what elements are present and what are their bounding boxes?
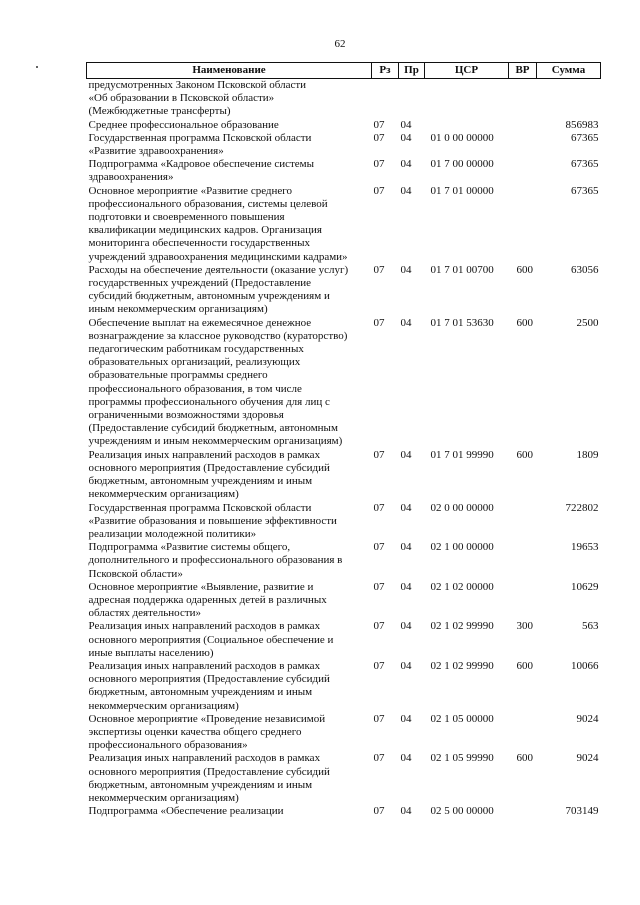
cell-rz: 07 — [373, 620, 385, 633]
cell-name: Реализация иных направлений расходов в рамках основного мероприятия (Социальное обеспечение и иные выплаты населению) — [88, 620, 334, 659]
cell-csr — [425, 119, 509, 132]
cell-name: Государственная программа Псковской области «Развитие здравоохранения» — [88, 131, 312, 158]
cell-sum: 9024 — [576, 712, 599, 725]
cell-rz: 07 — [373, 805, 385, 818]
table-row — [87, 79, 601, 119]
table-row — [87, 158, 601, 184]
header-rz: Рз — [372, 63, 399, 79]
cell-pr: 04 — [400, 118, 412, 131]
table-body — [87, 79, 601, 819]
table-row — [87, 541, 601, 581]
cell-sum: 19653 — [571, 541, 599, 554]
cell-sum: 63056 — [571, 263, 599, 276]
cell-rz: 07 — [373, 501, 385, 514]
cell-sum: 10066 — [571, 659, 599, 672]
cell-pr: 04 — [400, 184, 412, 197]
cell-sum — [537, 79, 601, 119]
cell-csr: 02 1 05 99990 — [430, 752, 494, 765]
header-name: Наименование — [87, 63, 372, 79]
cell-vr — [509, 132, 537, 158]
cell-pr: 04 — [400, 752, 412, 765]
cell-rz: 07 — [373, 158, 385, 171]
cell-sum: 703149 — [565, 805, 599, 818]
cell-vr: 600 — [516, 659, 533, 672]
cell-name: Основное мероприятие «Выявление, развитие и адресная поддержка одаренных детей в различных областях деятельности» — [88, 580, 327, 620]
cell-rz: 07 — [373, 184, 385, 197]
cell-csr: 01 7 00 00000 — [430, 158, 494, 171]
cell-csr: 01 7 01 53630 — [430, 316, 494, 329]
table-row — [87, 752, 601, 805]
table-row — [87, 660, 601, 713]
cell-rz: 07 — [373, 580, 385, 593]
cell-sum: 2500 — [576, 316, 599, 329]
header-sum: Сумма — [537, 63, 601, 79]
cell-sum: 67365 — [571, 131, 599, 144]
budget-table — [86, 62, 601, 818]
cell-rz: 07 — [373, 118, 385, 131]
cell-name: Основное мероприятие «Развитие среднего профессионального образования, системы целевой подготовки и своевременного повышения квалификации медицинских кадров. Организация мониторинга обеспеченности государственных учреждений здравоохранения медицинскими кадрами» — [88, 184, 348, 263]
cell-sum: 9024 — [576, 752, 599, 765]
cell-name: Подпрограмма «Развитие системы общего, дополнительного и профессионального образования в Псковской области» — [88, 541, 343, 580]
cell-name: Реализация иных направлений расходов в рамках основного мероприятия (Предоставление субсидий бюджетным, автономным учреждениям и иным некоммерческим организациям) — [88, 448, 330, 501]
cell-vr: 600 — [516, 448, 533, 461]
cell-csr: 02 1 02 99990 — [430, 659, 494, 672]
table-header-row — [87, 63, 601, 79]
cell-pr: 04 — [400, 501, 412, 514]
cell-rz: 07 — [373, 752, 385, 765]
cell-vr: 600 — [516, 263, 533, 276]
cell-pr — [399, 79, 425, 119]
table-row — [87, 713, 601, 753]
cell-name: предусмотренных Законом Псковской области «Об образовании в Псковской области» (Межбюджетные трансферты) — [88, 79, 307, 118]
cell-sum: 10629 — [571, 580, 599, 593]
cell-name: Расходы на обеспечение деятельности (оказание услуг) государственных учреждений (Предоставление субсидий бюджетным, автономным учреждениям и иным некоммерческим организациям) — [88, 263, 349, 316]
cell-csr — [425, 79, 509, 119]
cell-rz: 07 — [373, 316, 385, 329]
cell-name: Реализация иных направлений расходов в рамках основного мероприятия (Предоставление субсидий бюджетным, автономным учреждениям и иным некоммерческим организациям) — [88, 659, 330, 712]
cell-csr: 02 0 00 00000 — [430, 501, 494, 514]
cell-sum: 856983 — [565, 118, 599, 131]
table-row — [87, 132, 601, 158]
cell-rz: 07 — [373, 131, 385, 144]
table-row — [87, 119, 601, 132]
cell-sum: 722802 — [565, 501, 599, 514]
table-row — [87, 502, 601, 542]
cell-pr: 04 — [400, 263, 412, 276]
cell-vr — [509, 185, 537, 264]
cell-pr: 04 — [400, 805, 412, 818]
cell-name: Реализация иных направлений расходов в рамках основного мероприятия (Предоставление субсидий бюджетным, автономным учреждениям и иным некоммерческим организациям) — [88, 752, 330, 804]
cell-vr: 600 — [516, 752, 533, 765]
cell-rz: 07 — [373, 448, 385, 461]
cell-name: Подпрограмма «Кадровое обеспечение системы здравоохранения» — [88, 158, 315, 184]
cell-csr: 02 1 05 00000 — [430, 712, 494, 725]
cell-csr: 02 5 00 00000 — [430, 805, 494, 818]
cell-csr: 02 1 02 00000 — [430, 580, 494, 593]
table-row — [87, 620, 601, 660]
cell-pr: 04 — [400, 448, 412, 461]
cell-rz: 07 — [373, 712, 385, 725]
table-row — [87, 581, 601, 621]
cell-vr — [509, 713, 537, 753]
cell-rz — [372, 79, 399, 119]
cell-sum: 563 — [582, 620, 599, 633]
cell-vr — [509, 581, 537, 621]
cell-pr: 04 — [400, 620, 412, 633]
cell-vr: 600 — [516, 316, 533, 329]
cell-pr: 04 — [400, 580, 412, 593]
cell-vr — [509, 158, 537, 184]
cell-name: Государственная программа Псковской области «Развитие образования и повышение эффективности реализации молодежной политики» — [88, 501, 337, 540]
header-csr: ЦСР — [425, 63, 509, 79]
cell-vr: 300 — [516, 620, 533, 633]
table-row — [87, 317, 601, 449]
cell-pr: 04 — [400, 541, 412, 554]
cell-csr: 02 1 02 99990 — [430, 620, 494, 633]
cell-vr — [509, 502, 537, 542]
cell-sum: 67365 — [571, 184, 599, 197]
cell-sum: 67365 — [571, 158, 599, 171]
cell-name: Обеспечение выплат на ежемесячное денежное вознаграждение за классное руководство (кураторство) педагогическим работникам государственных образовательных организаций, реализующих образовательные программы среднего профессионального образования, в том числе программы профессионального обучения для лиц с ограниченными возможностями здоровья (Предоставление субсидий бюджетным, автономным учреждениям и иным некоммерческим организациям) — [88, 316, 348, 448]
cell-vr — [509, 119, 537, 132]
cell-name: Основное мероприятие «Проведение независимой экспертизы оценки качества общего среднего профессионального образования» — [88, 712, 326, 752]
header-pr: Пр — [399, 63, 425, 79]
cell-rz: 07 — [373, 659, 385, 672]
cell-name: Среднее профессиональное образование — [88, 118, 279, 131]
cell-pr: 04 — [400, 659, 412, 672]
cell-csr: 01 7 01 00000 — [430, 184, 494, 197]
table-row — [87, 449, 601, 502]
table-row — [87, 805, 601, 818]
cell-csr: 02 1 00 00000 — [430, 541, 494, 554]
scan-dot — [36, 66, 38, 68]
cell-csr: 01 0 00 00000 — [430, 131, 494, 144]
cell-pr: 04 — [400, 712, 412, 725]
cell-vr — [509, 805, 537, 818]
cell-pr: 04 — [400, 131, 412, 144]
cell-rz: 07 — [373, 263, 385, 276]
cell-name: Подпрограмма «Обеспечение реализации — [88, 805, 284, 818]
page-number: 62 — [334, 38, 346, 50]
cell-vr — [509, 79, 537, 119]
cell-csr: 01 7 01 00700 — [430, 263, 494, 276]
table-row — [87, 185, 601, 264]
cell-sum: 1809 — [576, 448, 599, 461]
cell-rz: 07 — [373, 541, 385, 554]
table-row — [87, 264, 601, 317]
cell-pr: 04 — [400, 158, 412, 171]
header-vr: ВР — [509, 63, 537, 79]
cell-csr: 01 7 01 99990 — [430, 448, 494, 461]
cell-pr: 04 — [400, 316, 412, 329]
cell-vr — [509, 541, 537, 581]
